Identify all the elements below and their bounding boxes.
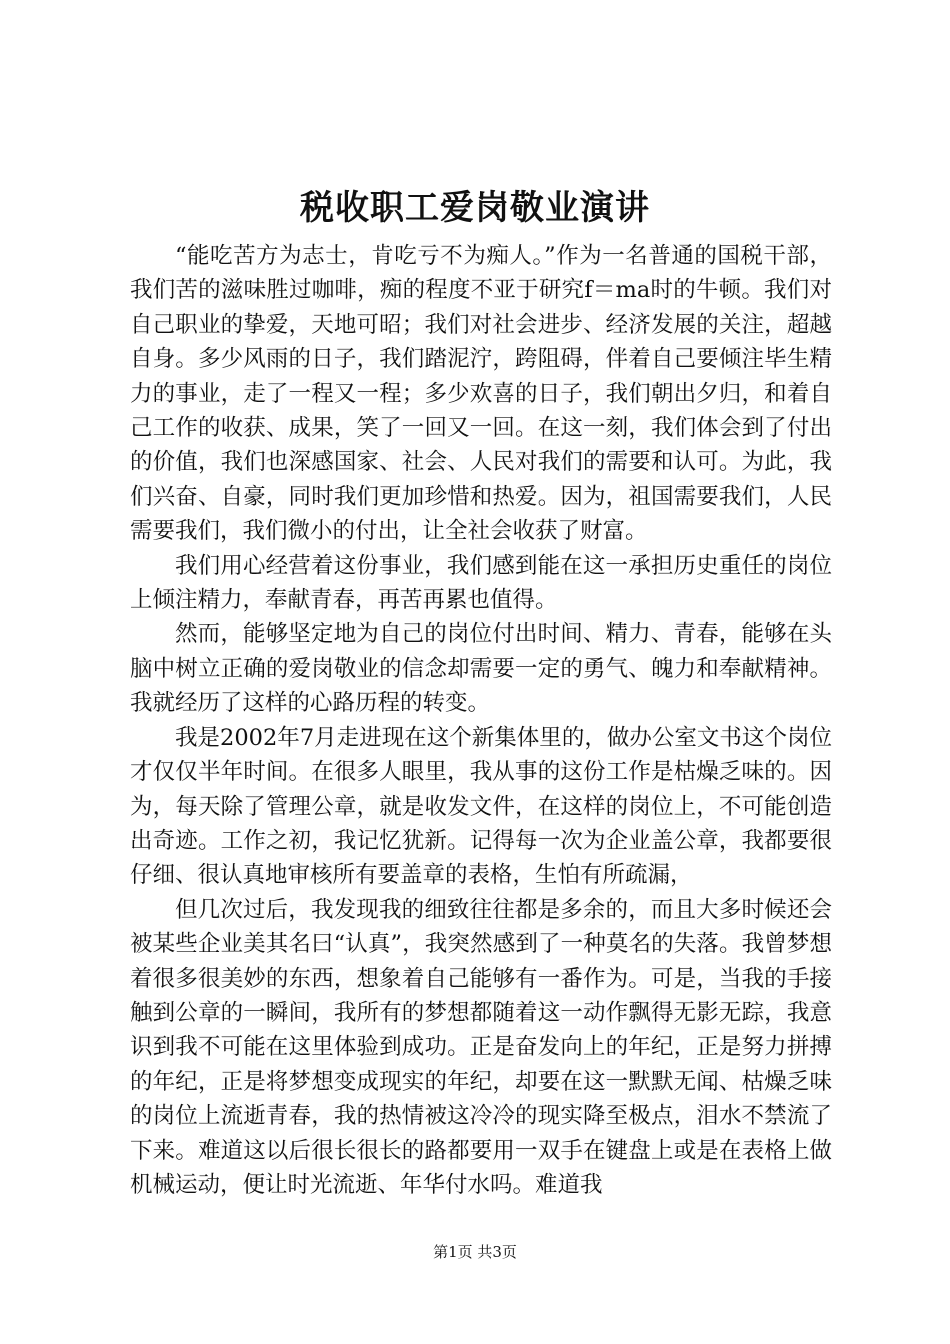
document-body bbox=[130, 239, 832, 1202]
document-title: 税收职工爱岗敬业演讲 bbox=[300, 188, 650, 228]
paragraph: 我们用心经营着这份事业，我们感到能在这一承担历史重任的岗位上倾注精力，奉献青春，再苦再累也值得。 bbox=[130, 552, 832, 614]
page-footer: 第1页 共3页 bbox=[433, 1243, 517, 1261]
paragraph: 但几次过后，我发现我的细致往往都是多余的，而且大多时候还会被某些企业美其名曰“认真”，我突然感到了一种莫名的失落。我曾梦想着很多很美妙的东西，想象着自己能够有一番作为。可是，当我的手接触到公章的一瞬间，我所有的梦想都随着这一动作飘得无影无踪，我意识到我不可能在这里体验到成功。正是奋发向上的年纪，正是努力拼搏的年纪，正是将梦想变成现实的年纪，却要在这一默默无闻、枯燥乏味的岗位上流逝青春，我的热情被这冷冷的现实降至极点，泪水不禁流了下来。难道这以后很长很长的路都要用一双手在键盘上或是在表格上做机械运动，便让时光流逝、年华付水吗。难道我 bbox=[130, 896, 832, 1198]
paragraph: “能吃苦方为志士，肯吃亏不为痴人。”作为一名普通的国税干部，我们苦的滋味胜过咖啡，痴的程度不亚于研究f＝ma时的牛顿。我们对自己职业的挚爱，天地可昭；我们对社会进步、经济发展的关注，超越自身。多少风雨的日子，我们踏泥泞，跨阻碍，伴着自己要倾注毕生精力的事业，走了一程又一程；多少欢喜的日子，我们朝出夕归，和着自己工作的收获、成果，笑了一回又一回。在这一刻，我们体会到了付出的价值，我们也深感国家、社会、人民对我们的需要和认可。为此，我们兴奋、自豪，同时我们更加珍惜和热爱。因为，祖国需要我们，人民需要我们，我们微小的付出，让全社会收获了财富。 bbox=[130, 243, 832, 545]
paragraph: 然而，能够坚定地为自己的岗位付出时间、精力、青春，能够在头脑中树立正确的爱岗敬业的信念却需要一定的勇气、魄力和奉献精神。我就经历了这样的心路历程的转变。 bbox=[130, 621, 832, 717]
paragraph: 我是2002年7月走进现在这个新集体里的，做办公室文书这个岗位才仅仅半年时间。在很多人眼里，我从事的这份工作是枯燥乏味的。因为，每天除了管理公章，就是收发文件，在这样的岗位上，不可能创造出奇迹。工作之初，我记忆犹新。记得每一次为企业盖公章，我都要很仔细、很认真地审核所有要盖章的表格，生怕有所疏漏， bbox=[130, 724, 832, 889]
